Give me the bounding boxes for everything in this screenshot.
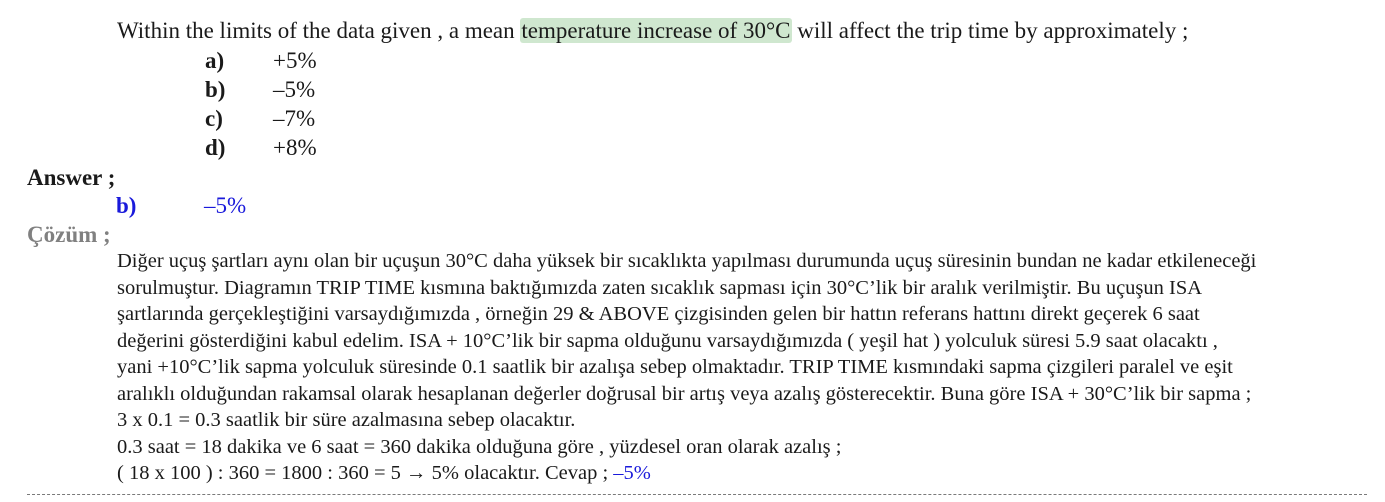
option-value: +5% bbox=[273, 48, 317, 73]
question-text-end: will affect the trip time by approximately ; bbox=[791, 18, 1189, 43]
solution-heading: Çözüm ; bbox=[27, 222, 111, 247]
solution-line: değerini gösterdiğini kabul edelim. ISA + 10°C’lik bir sapma olduğunu varsaydığımızda ( yeşil hat ) yolculuk süresi 5.9 saat olacaktı , bbox=[117, 329, 1218, 352]
answer-options bbox=[205, 46, 317, 162]
solution-line: 0.3 saat = 18 dakika ve 6 saat = 360 dakika olduğuna göre , yüzdesel oran olarak azalış ; bbox=[117, 435, 842, 458]
solution-line-text: ( 18 x 100 ) : 360 = 1800 : 360 = 5 → 5% olacaktır. Cevap ; bbox=[117, 462, 614, 484]
option-value: –5% bbox=[273, 77, 316, 102]
question-text bbox=[117, 16, 1188, 46]
solution-body bbox=[117, 248, 1372, 487]
option-letter: b) bbox=[205, 77, 226, 102]
option-letter: d) bbox=[205, 135, 226, 160]
final-answer: –5% bbox=[613, 462, 651, 484]
solution-final-line bbox=[117, 460, 1372, 487]
option-letter: c) bbox=[205, 106, 223, 131]
solution-line: Diğer uçuş şartları aynı olan bir uçuşun 30°C daha yüksek bir sıcaklıkta yapılması durumunda uçuş süresinin bundan ne kadar etkileneceği bbox=[117, 250, 1257, 272]
solution-line: sorulmuştur. Diagramın TRIP TIME kısmına baktığımızda zaten sıcaklık sapması için 30°C’lik bir aralık verilmiştir. Bu uçuşun ISA bbox=[117, 276, 1203, 299]
option-value: –7% bbox=[273, 106, 316, 131]
solution-line: aralıklı olduğundan rakamsal olarak hesaplanan değerler doğrusal bir artış veya azalış gösterecektir. Buna göre ISA + 30°C’lik bir sapma ; bbox=[117, 382, 1252, 405]
option-letter: a) bbox=[205, 48, 225, 73]
answer-letter: b) bbox=[116, 193, 137, 218]
option-b bbox=[205, 75, 317, 104]
option-d bbox=[205, 133, 317, 162]
highlighted-phrase[interactable]: temperature increase of 30°C bbox=[521, 18, 791, 43]
solution-line: yani +10°C’lik sapma yolculuk süresinde 0.1 saatlik bir azalışa sebep olmaktadır. TRIP TIME kısmındaki sapma çizgileri paralel ve eşit bbox=[117, 356, 1233, 378]
answer-value: –5% bbox=[204, 193, 247, 218]
solution-line: 3 x 0.1 = 0.3 saatlik bir süre azalmasına sebep olacaktır. bbox=[117, 409, 576, 431]
option-a bbox=[205, 46, 317, 75]
answer-heading: Answer ; bbox=[27, 165, 116, 190]
option-c bbox=[205, 104, 317, 133]
solution-line: şartlarında gerçekleştiğini varsaydığımızda , örneğin 29 & ABOVE çizgisinden gelen bir hattın referans hattını direkt geçerek 6 saat bbox=[117, 303, 1200, 325]
option-value: +8% bbox=[273, 135, 317, 160]
correct-answer bbox=[116, 191, 246, 221]
dashed-divider bbox=[27, 494, 1367, 495]
question-text-start: Within the limits of the data given , a mean bbox=[117, 18, 521, 43]
